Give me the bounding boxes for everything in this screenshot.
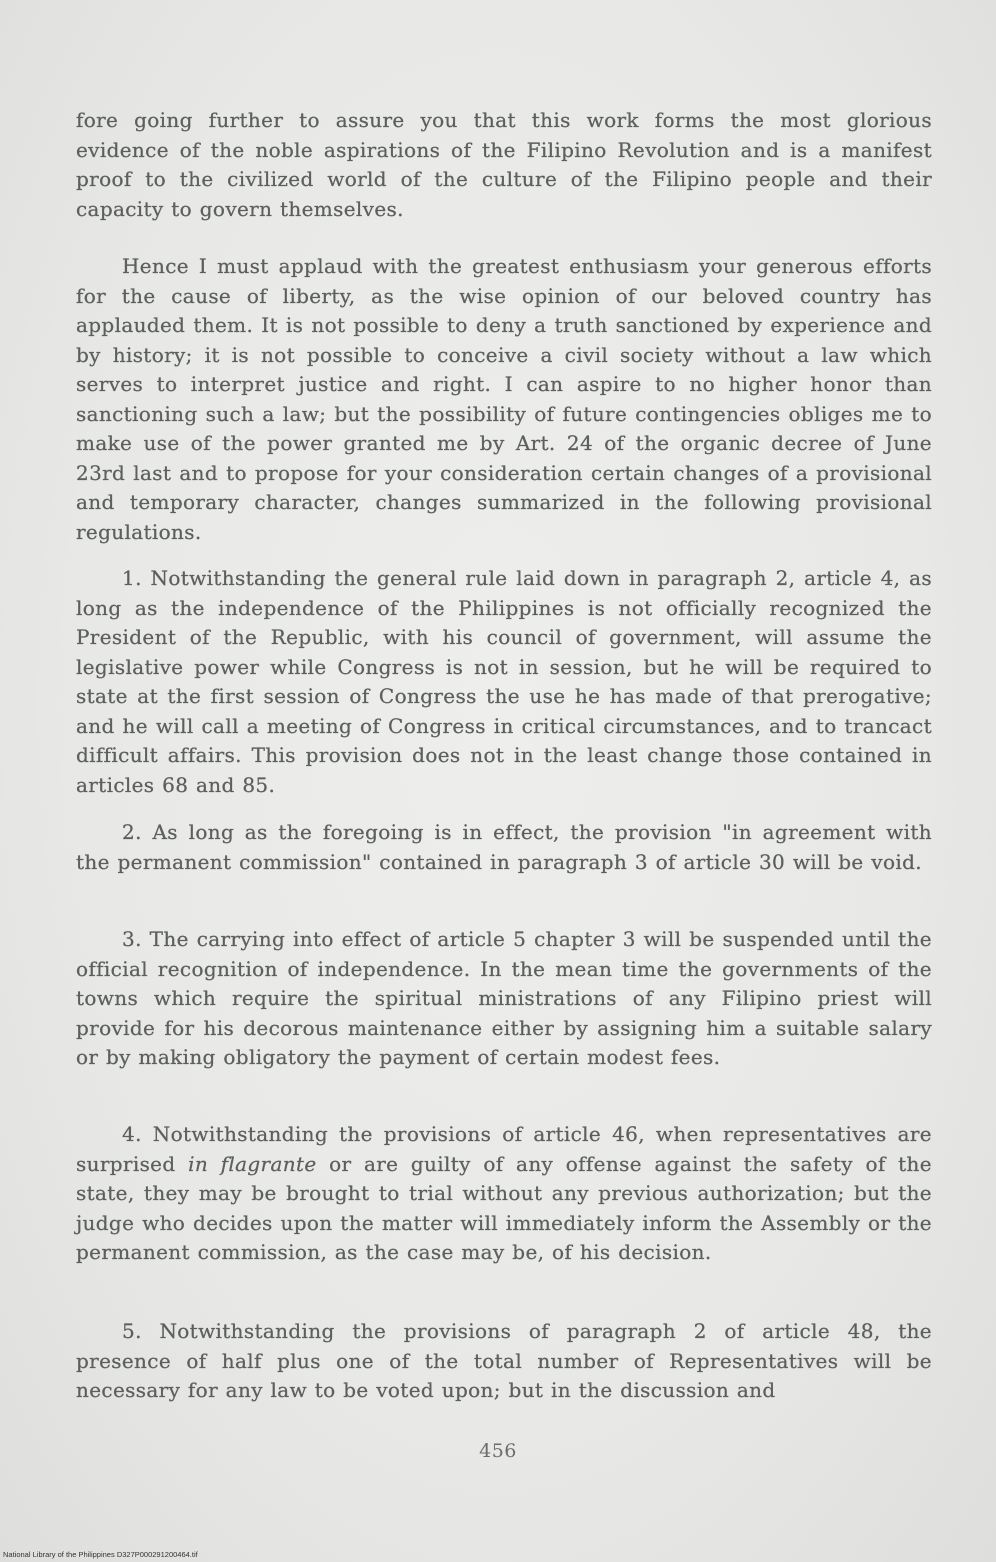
paragraph-item-1: 1. Notwithstanding the general rule laid down in paragraph 2, article 4, as long as the independence of the Philippines is not officially recognized the President of the Republic, with his council of government, will assume the legislative power while Congress is not in session, but he will be required to state at the first session of Congress the use he has made of that prerogative; and he will call a meeting of Congress in critical circumstances, and to trancact difficult affairs. This provision does not in the least change those contained in articles 68 and 85. <box>76 566 932 797</box>
scan-credit: National Library of the Philippines D327P000291200464.tif <box>3 1550 198 1559</box>
paragraph-applaud: Hence I must applaud with the greatest enthusiasm your generous efforts for the cause of liberty, as the wise opinion of our beloved country has applauded them. It is not possible to deny a truth sanctioned by experience and by history; it is not possible to conceive a civil society without a law which serves to interpret justice and right. I can aspire to no higher honor than sanctioning such a law; but the possibility of future contingencies obliges me to make use of the power granted me by Art. 24 of the organic decree of June 23rd last and to propose for your consideration certain changes of a provisional and temporary character, changes summarized in the following provisional regulations. <box>76 254 932 544</box>
item-4-text-before: 4. Notwithstanding the provisions of article 46, when representatives are surprised <box>76 1122 932 1176</box>
item-4-italic-phrase: in flagrante <box>188 1151 317 1176</box>
paragraph-item-3: 3. The carrying into effect of article 5 chapter 3 will be suspended until the official recognition of independence. In the mean time the governments of the towns which require the spiritual ministrations of any Filipino priest will provide for his decorous maintenance either by assigning him a suitable salary or by making obligatory the payment of certain modest fees. <box>76 927 932 1069</box>
page-number: 456 <box>479 1440 517 1462</box>
item-4-text-after: or are guilty of any offense against the safety of the state, they may be brought to trial without any previous authorization; but the judge who decides upon the matter will immediately inform the Assembly or the permanent commission, as the case may be, of his decision. <box>76 1151 932 1264</box>
paragraph-item-2: 2. As long as the foregoing is in effect, the provision "in agreement with the permanent commission" contained in paragraph 3 of article 30 will be void. <box>76 820 932 874</box>
paragraph-item-4 <box>76 1120 932 1268</box>
paragraph-continuation: fore going further to assure you that this work forms the most glorious evidence of the noble aspirations of the Filipino Revolution and is a manifest proof to the civilized world of the culture of the Filipino people and their capacity to govern themselves. <box>76 108 932 221</box>
paragraph-item-5: 5. Notwithstanding the provisions of paragraph 2 of article 48, the presence of half plus one of the total number of Representatives will be necessary for any law to be voted upon; but in the discussion and <box>76 1319 932 1402</box>
